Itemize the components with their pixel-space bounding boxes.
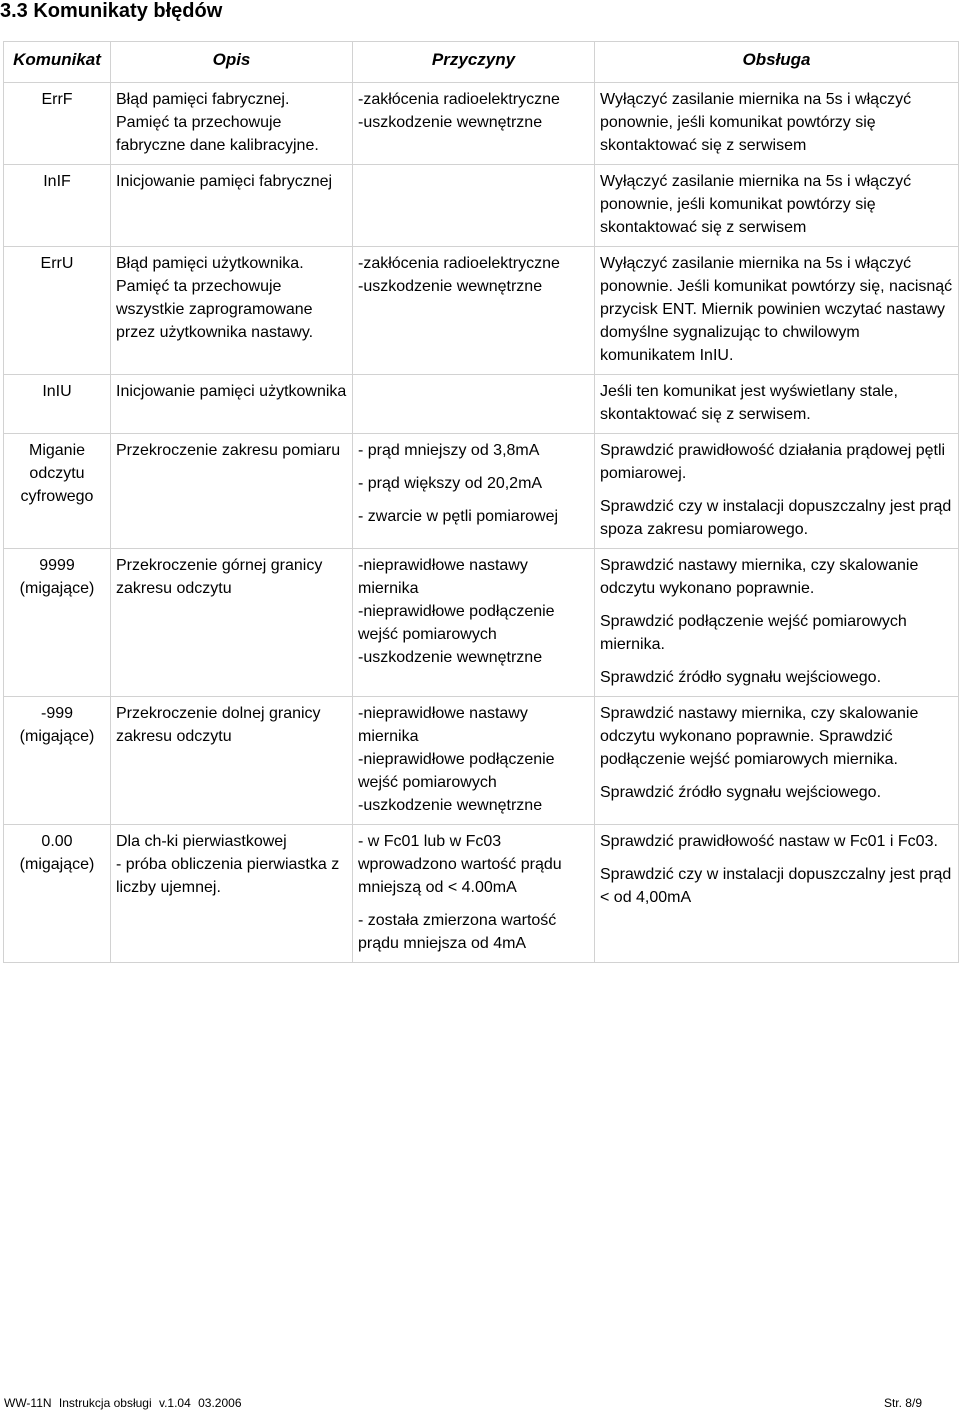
page-title: 3.3 Komunikaty błędów [0,0,223,22]
code-text: 0.00 [41,833,73,850]
causes-text: -nieprawidłowe podłączenie wejść pomiarowych [358,751,555,791]
table-row [4,375,959,434]
code-text: cyfrowego [20,488,94,505]
causes-text: - prąd mniejszy od 3,8mA [358,442,540,459]
header-komunikat: Komunikat [4,42,111,83]
causes-text: - prąd większy od 20,2mA [358,475,543,492]
code-text: (migające) [19,856,95,873]
footer-date: 03.2006 [198,1396,242,1410]
code-text: InIF [43,173,71,190]
handling-cell [595,247,959,375]
footer-doc: Instrukcja obsługi [58,1396,152,1410]
footer-page-number: Str. 8/9 [883,1396,922,1410]
description-cell [111,697,353,825]
causes-cell [353,165,595,247]
handling-cell [595,83,959,165]
handling-cell [595,375,959,434]
description-cell [111,434,353,549]
causes-cell [353,549,595,697]
description-text: Przekroczenie zakresu pomiaru [116,442,341,459]
code-text: -999 [40,705,74,722]
handling-text: Sprawdzić prawidłowość nastaw w Fc01 i Fc03. [600,833,938,850]
description-text: Błąd pamięci użytkownika. [116,255,304,272]
handling-cell [595,825,959,963]
header-obsluga: Obsługa [595,42,959,83]
handling-cell [595,434,959,549]
code-text: ErrF [41,91,73,108]
description-cell [111,549,353,697]
code-text: InIU [42,383,72,400]
footer-document-info [4,1396,246,1410]
handling-text: Wyłączyć zasilanie miernika na 5s i włączyć ponownie, jeśli komunikat powtórzy się skontaktować się z serwisem [600,91,912,154]
handling-text: Sprawdzić podłączenie wejść pomiarowych miernika. [600,613,907,653]
causes-text: -zakłócenia radioelektryczne [358,255,560,272]
causes-cell [353,247,595,375]
code-cell [4,825,111,963]
causes-text: - zwarcie w pętli pomiarowej [358,508,559,525]
table-row [4,697,959,825]
code-text: ErrU [40,255,74,272]
causes-text: -uszkodzenie wewnętrzne [358,797,543,814]
causes-text: - została zmierzona wartość prądu mniejsza od 4mA [358,912,557,952]
handling-text: Wyłączyć zasilanie miernika na 5s i włączyć ponownie. Jeśli komunikat powtórzy się, nacisnąć przycisk ENT. Miernik powinien wczytać nastawy domyślne sygnalizując to chwilowym komunikatem InIU. [600,255,953,364]
code-cell [4,247,111,375]
description-text: Przekroczenie dolnej granicy zakresu odczytu [116,705,321,745]
description-cell [111,165,353,247]
causes-text: -zakłócenia radioelektryczne [358,91,560,108]
description-text: fabryczne dane kalibracyjne. [116,137,319,154]
causes-cell [353,825,595,963]
code-cell [4,434,111,549]
description-cell [111,375,353,434]
handling-text: Sprawdzić czy w instalacji dopuszczalny jest prąd < od 4,00mA [600,866,952,906]
description-text: przez użytkownika nastawy. [116,324,314,341]
causes-text: -nieprawidłowe podłączenie wejść pomiarowych [358,603,555,643]
causes-text: -uszkodzenie wewnętrzne [358,649,543,666]
causes-text: -nieprawidłowe nastawy miernika [358,557,528,597]
description-cell [111,247,353,375]
description-text: Przekroczenie górnej granicy zakresu odczytu [116,557,323,597]
causes-text: -uszkodzenie wewnętrzne [358,278,543,295]
causes-text: -nieprawidłowe nastawy miernika [358,705,528,745]
code-cell [4,549,111,697]
causes-cell [353,375,595,434]
code-cell [4,375,111,434]
code-text: (migające) [19,580,95,597]
table-row [4,434,959,549]
table-row [4,825,959,963]
code-text: Miganie [28,442,86,459]
code-text: 9999 [39,557,75,574]
handling-text: Wyłączyć zasilanie miernika na 5s i włączyć ponownie, jeśli komunikat powtórzy się skontaktować się z serwisem [600,173,912,236]
header-opis: Opis [111,42,353,83]
causes-text: - w Fc01 lub w Fc03 wprowadzono wartość prądu mniejszą od < 4.00mA [358,833,562,896]
code-text: odczytu [29,465,85,482]
handling-text: Sprawdzić nastawy miernika, czy skalowanie odczytu wykonano poprawnie. Sprawdzić podłączenie wejść pomiarowych miernika. [600,705,919,768]
handling-text: Sprawdzić nastawy miernika, czy skalowanie odczytu wykonano poprawnie. [600,557,919,597]
causes-cell [353,434,595,549]
handling-text: Jeśli ten komunikat jest wyświetlany stale, skontaktować się z serwisem. [600,383,898,423]
description-text: Inicjowanie pamięci użytkownika [116,383,347,400]
handling-cell [595,165,959,247]
code-cell [4,697,111,825]
handling-text: Sprawdzić źródło sygnału wejściowego. [600,669,882,686]
code-cell [4,165,111,247]
description-text: Dla ch-ki pierwiastkowej [116,833,287,850]
footer-model: WW-11N [4,1396,52,1410]
description-text: Inicjowanie pamięci fabrycznej [116,173,333,190]
code-cell [4,83,111,165]
table-header-row [4,42,959,83]
description-cell [111,825,353,963]
handling-cell [595,549,959,697]
table-row [4,165,959,247]
description-text: wszystkie zaprogramowane [116,301,313,318]
table-row [4,247,959,375]
description-cell [111,83,353,165]
description-text: Błąd pamięci fabrycznej. [116,91,290,108]
causes-cell [353,83,595,165]
handling-text: Sprawdzić źródło sygnału wejściowego. [600,784,882,801]
handling-cell [595,697,959,825]
handling-text: Sprawdzić prawidłowość działania prądowej pętli pomiarowej. [600,442,946,482]
code-text: (migające) [19,728,95,745]
table-row [4,549,959,697]
footer-version: v.1.04 [158,1396,191,1410]
causes-text: -uszkodzenie wewnętrzne [358,114,543,131]
description-text: Pamięć ta przechowuje [116,278,282,295]
causes-cell [353,697,595,825]
description-text: Pamięć ta przechowuje [116,114,282,131]
error-messages-table [3,41,959,963]
table-row [4,83,959,165]
handling-text: Sprawdzić czy w instalacji dopuszczalny jest prąd spoza zakresu pomiarowego. [600,498,952,538]
header-przyczyny: Przyczyny [353,42,595,83]
description-text: - próba obliczenia pierwiastka z liczby ujemnej. [116,856,340,896]
